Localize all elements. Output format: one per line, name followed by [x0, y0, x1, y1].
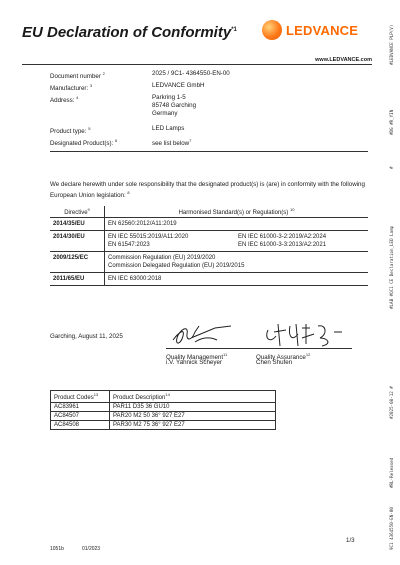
directive-header: Directive$^9$ [50, 206, 105, 218]
form-id: 1051b [50, 546, 64, 552]
signature-scheyer-icon [165, 318, 235, 350]
conformity-statement: We declare herewith under sole responsibility that the designated product(s) is (are) in conformity with the following European Union legislation: $^8$ [50, 181, 365, 200]
side-text-mid4: #2025-08-12 # [389, 386, 394, 419]
qm-name: i.V. Yannick Scheyer [166, 359, 222, 366]
product-code-cell: AC84507 [51, 412, 110, 421]
qm-signature-line [166, 348, 262, 349]
address-line1: Parkring 1-5 [152, 94, 186, 101]
product-code-cell: AC83961 [51, 403, 110, 412]
product-desc-cell: PAR30 M2 75 36° 927 E27 [110, 421, 276, 430]
standards-cell: Commission Regulation (EU) 2019/2020 Commission Delegated Regulation (EU) 2019/2015 [105, 252, 369, 273]
document-title: EU Declaration of Conformity$^{*1}$ [22, 24, 237, 41]
address-line3: Germany [152, 110, 178, 117]
qa-role: Quality Assurance$^{12}$ [256, 352, 311, 362]
form-date: 01/2023 [82, 546, 101, 552]
doc-number-label: Document number $^2$ [50, 71, 105, 81]
doc-number-value: 2025 / 9C1- 4364550-EN-00 [152, 70, 230, 77]
website-link[interactable]: www.LEDVANCE.com [315, 57, 372, 63]
standards-header: Harmonised Standard(s) or Regulation(s) $^{10}$ [105, 206, 369, 218]
signature-chen-icon [262, 318, 352, 350]
product-code-cell: AC84508 [51, 421, 110, 430]
directive-cell: 2011/65/EU [50, 273, 105, 286]
qa-signature-line [256, 348, 352, 349]
header-rule [22, 64, 372, 65]
designated-products-value: see list below$^7$ [152, 138, 192, 148]
brand-name: LEDVANCE [286, 22, 359, 38]
fields-rule [50, 151, 368, 152]
qm-role: Quality Management$^{11}$ [166, 352, 228, 362]
side-text-bottom: 9C1 4364550-EN-00 [389, 507, 394, 551]
table-row [50, 273, 368, 286]
table-row [50, 231, 368, 252]
directive-cell: 2014/35/EU [50, 218, 105, 231]
side-text-mid5: #RL-Released [389, 457, 394, 489]
table-row [51, 412, 276, 421]
product-desc-cell: PAR20 M2 50 36° 927 E27 [110, 412, 276, 421]
product-desc-header: Product Description$^{14}$ [110, 391, 276, 403]
directive-cell: 2014/30/EU [50, 231, 105, 252]
product-code-header: Product Codes$^{13}$ [51, 391, 110, 403]
address-line2: 85748 Garching [152, 102, 197, 109]
side-text-mid3: #LAB #QC1 CE Declaration_LED Lamp [389, 225, 394, 310]
manufacturer-label: Manufacturer: $^3$ [50, 83, 93, 93]
standards-cell: EN 62560:2012/A11:2019 [105, 218, 369, 231]
side-text-top: #LEDVANCE PLP(V) [389, 24, 394, 66]
ledvance-logo [262, 20, 358, 40]
standards-cell: EN IEC 63000:2018 [105, 273, 369, 286]
standards-cell: EN IEC 55015:2019/A11:2020 EN IEC 61000-3-2:2019/A2:2024 EN 61547:2023 EN IEC 61000-3-3:2013/A2:2021 [105, 231, 369, 252]
logo-circle-icon [262, 20, 282, 40]
manufacturer-value: LEDVANCE GmbH [152, 82, 205, 89]
table-row [50, 218, 368, 231]
table-row [50, 252, 368, 273]
table-row [51, 421, 276, 430]
product-table [50, 390, 276, 430]
qa-name: Chen Shufen [256, 359, 293, 366]
place-date: Garching, August 11, 2025 [50, 333, 123, 340]
directive-cell: 2009/125/EC [50, 252, 105, 273]
address-label: Address: $^4$ [50, 95, 79, 105]
product-type-value: LED Lamps [152, 125, 185, 132]
side-text-mid1: #DG #R_YIN [389, 109, 394, 136]
product-desc-cell: PAR11 D35 36 GU10 [110, 403, 276, 412]
designated-products-label: Designated Product(s): $^6$ [50, 138, 118, 148]
page-number: 1/3 [346, 537, 355, 544]
side-text-mid2: # [389, 166, 394, 169]
directives-table [50, 206, 368, 286]
product-type-label: Product type: $^5$ [50, 126, 91, 136]
table-row [51, 403, 276, 412]
